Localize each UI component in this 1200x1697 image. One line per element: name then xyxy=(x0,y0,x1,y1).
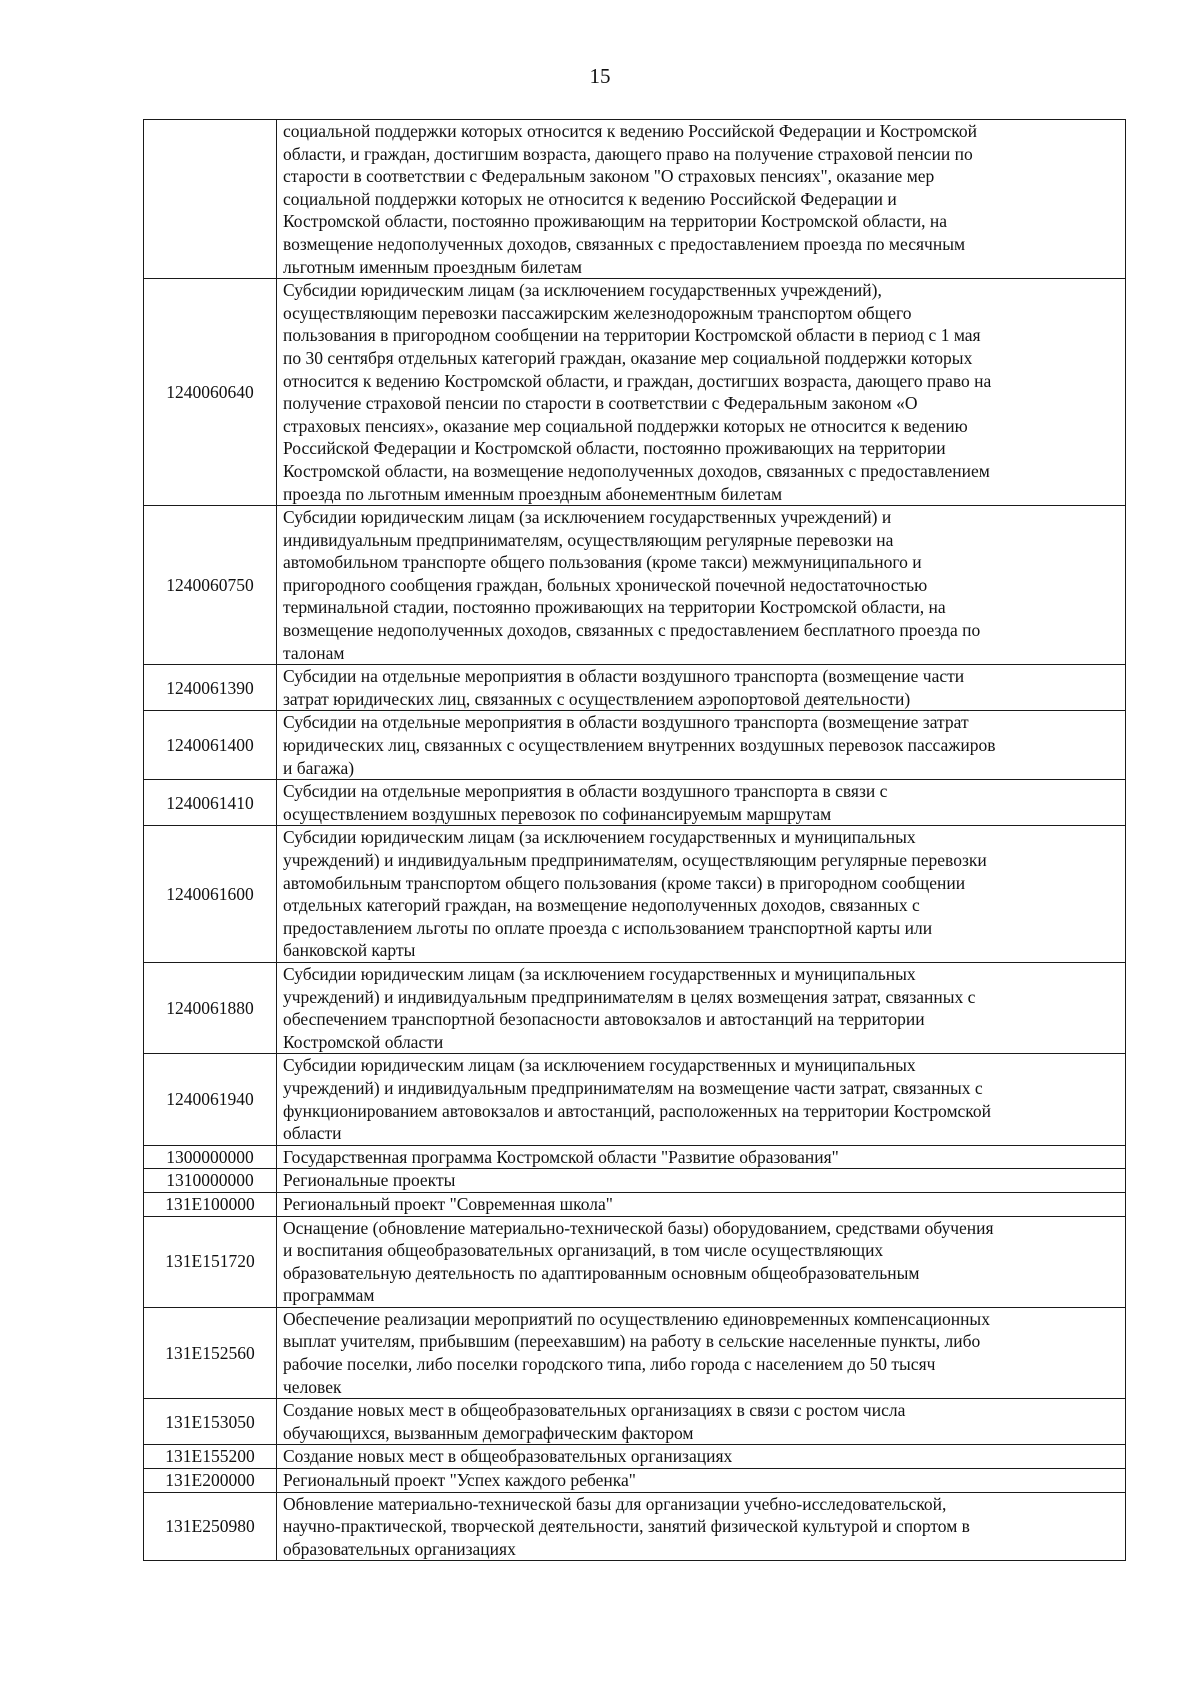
table-row xyxy=(144,1469,1126,1493)
description-line: научно-практической, творческой деятельности, занятий физической культурой и спортом в xyxy=(283,1516,970,1537)
row-code: 1240060750 xyxy=(144,506,277,665)
description-line: области xyxy=(283,1123,342,1144)
row-code: 131E152560 xyxy=(144,1307,277,1398)
table-row xyxy=(144,1307,1126,1398)
table-row xyxy=(144,826,1126,963)
row-description xyxy=(277,506,1126,665)
description-line: Субсидии юридическим лицам (за исключением государственных и муниципальных xyxy=(283,827,916,848)
description-line: программам xyxy=(283,1285,375,1306)
description-line: обеспечением транспортной безопасности автовокзалов и автостанций на территории xyxy=(283,1009,925,1030)
description-line: Государственная программа Костромской области "Развитие образования" xyxy=(283,1146,839,1167)
description-line: и воспитания общеобразовательных организаций, в том числе осуществляющих xyxy=(283,1240,884,1261)
description-line: Субсидии юридическим лицам (за исключением государственных и муниципальных xyxy=(283,963,916,984)
description-line: пригородного сообщения граждан, больных хронической почечной недостаточностью xyxy=(283,574,928,595)
row-description xyxy=(277,826,1126,963)
description-line: области, и граждан, достигшим возраста, дающего право на получение страховой пенсии по xyxy=(283,143,973,164)
description-line: Субсидии на отдельные мероприятия в области воздушного транспорта (возмещение затрат xyxy=(283,712,969,733)
row-code: 131E155200 xyxy=(144,1445,277,1469)
description-line: выплат учителям, прибывшим (переехавшим) на работу в сельские населенные пункты, либо xyxy=(283,1331,981,1352)
row-description xyxy=(277,962,1126,1053)
table-row xyxy=(144,711,1126,780)
table-row xyxy=(144,1145,1126,1169)
row-description xyxy=(277,1492,1126,1561)
row-description xyxy=(277,1169,1126,1193)
row-code: 1240061400 xyxy=(144,711,277,780)
row-code: 131E250980 xyxy=(144,1492,277,1561)
description-line: Региональный проект "Успех каждого ребенка" xyxy=(283,1470,636,1491)
table-row xyxy=(144,1192,1126,1216)
description-line: Субсидии на отдельные мероприятия в области воздушного транспорта (возмещение части xyxy=(283,666,965,687)
description-line: индивидуальным предпринимателям, осуществляющим регулярные перевозки на xyxy=(283,529,894,550)
description-line: осуществляющим перевозки пассажирским железнодорожным транспортом общего xyxy=(283,302,912,323)
description-line: автомобильным транспортом общего пользования (кроме такси) в пригородном сообщении xyxy=(283,872,966,893)
description-line: относится к ведению Костромской области, и граждан, достигших возраста, дающего право на xyxy=(283,370,992,391)
description-line: банковской карты xyxy=(283,940,416,961)
table-row xyxy=(144,506,1126,665)
description-line: учреждений) и индивидуальным предпринимателям, осуществляющим регулярные перевозки xyxy=(283,850,987,870)
description-line: и багажа) xyxy=(283,757,355,778)
row-code: 131E153050 xyxy=(144,1399,277,1445)
description-line: проезда по льготным именным проездным абонементным билетам xyxy=(283,483,783,504)
description-line: Субсидии юридическим лицам (за исключением государственных учреждений) и xyxy=(283,507,892,528)
table-row xyxy=(144,1054,1126,1145)
row-description xyxy=(277,1054,1126,1145)
row-code: 1240061880 xyxy=(144,962,277,1053)
description-line: Региональный проект "Современная школа" xyxy=(283,1193,613,1214)
page-number: 15 xyxy=(589,64,611,88)
description-line: юридических лиц, связанных с осуществлением внутренних воздушных перевозок пассажиров xyxy=(283,735,996,756)
row-code: 1310000000 xyxy=(144,1169,277,1193)
row-description xyxy=(277,1216,1126,1307)
row-code: 1300000000 xyxy=(144,1145,277,1169)
row-description xyxy=(277,665,1126,711)
description-line: возмещение недополученных доходов, связанных с предоставлением проезда по месячным xyxy=(283,233,966,254)
description-line: человек xyxy=(283,1376,342,1397)
description-line: терминальной стадии, постоянно проживающих на территории Костромской области, на xyxy=(283,597,946,618)
row-code: 1240061600 xyxy=(144,826,277,963)
table-row xyxy=(144,780,1126,826)
description-line: затрат юридических лиц, связанных с осуществлением аэропортовой деятельности) xyxy=(283,688,911,709)
description-line: Костромской области xyxy=(283,1031,444,1052)
description-line: обучающихся, вызванным демографическим фактором xyxy=(283,1422,694,1443)
description-line: Обновление материально-технической базы для организации учебно-исследовательской, xyxy=(283,1493,947,1514)
row-description xyxy=(277,279,1126,506)
description-line: получение страховой пенсии по старости в соответствии с Федеральным законом «О xyxy=(283,393,918,414)
table-row xyxy=(144,1399,1126,1445)
description-line: отдельных категорий граждан, на возмещение недополученных доходов, связанных с xyxy=(283,895,920,916)
row-description xyxy=(277,1469,1126,1493)
row-description xyxy=(277,780,1126,826)
description-line: функционированием автовокзалов и автостанций, расположенных на территории Костромской xyxy=(283,1100,992,1121)
description-line: предоставлением льготы по оплате проезда с использованием транспортной карты или xyxy=(283,917,933,938)
description-line: учреждений) и индивидуальным предпринимателям в целях возмещения затрат, связанных с xyxy=(283,986,976,1007)
description-line: Обеспечение реализации мероприятий по осуществлению единовременных компенсационных xyxy=(283,1308,990,1329)
table-row xyxy=(144,1216,1126,1307)
row-code: 131E200000 xyxy=(144,1469,277,1493)
description-line: автомобильном транспорте общего пользования (кроме такси) межмуниципального и xyxy=(283,552,922,573)
table-row xyxy=(144,279,1126,506)
description-line: Субсидии юридическим лицам (за исключением государственных учреждений), xyxy=(283,280,882,301)
row-description xyxy=(277,1145,1126,1169)
row-code: 1240061410 xyxy=(144,780,277,826)
budget-classification-table xyxy=(143,119,1126,1561)
table-row xyxy=(144,120,1126,279)
description-line: осуществлением воздушных перевозок по софинансируемым маршрутам xyxy=(283,803,832,824)
table-row xyxy=(144,665,1126,711)
description-line: пользования в пригородном сообщении на территории Костромской области в период с 1 мая xyxy=(283,325,981,346)
description-line: Костромской области, постоянно проживающим на территории Костромской области, на xyxy=(283,211,948,232)
table-row xyxy=(144,1445,1126,1469)
description-line: льготным именным проездным билетам xyxy=(283,256,582,277)
table-body xyxy=(144,120,1126,1561)
description-line: талонам xyxy=(283,642,345,663)
row-code: 131E100000 xyxy=(144,1192,277,1216)
description-line: Российской Федерации и Костромской области, постоянно проживающих на территории xyxy=(283,438,946,459)
row-code xyxy=(144,120,277,279)
description-line: учреждений) и индивидуальным предпринимателям на возмещение части затрат, связанных с xyxy=(283,1077,983,1098)
description-line: образовательную деятельность по адаптированным основным общеобразовательным xyxy=(283,1262,920,1283)
row-code: 1240061390 xyxy=(144,665,277,711)
description-line: образовательных организациях xyxy=(283,1538,516,1559)
description-line: рабочие поселки, либо поселки городского типа, либо города с населением до 50 тысяч xyxy=(283,1354,936,1375)
description-line: Создание новых мест в общеобразовательных организациях в связи с ростом числа xyxy=(283,1400,906,1421)
description-line: социальной поддержки которых относится к ведению Российской Федерации и Костромской xyxy=(283,121,978,141)
table-row xyxy=(144,1492,1126,1561)
row-code: 1240060640 xyxy=(144,279,277,506)
description-line: старости в соответствии с Федеральным законом "О страховых пенсиях", оказание мер xyxy=(283,166,935,187)
row-description xyxy=(277,1445,1126,1469)
row-description xyxy=(277,1307,1126,1398)
description-line: социальной поддержки которых не относится к ведению Российской Федерации и xyxy=(283,188,897,209)
table-row xyxy=(144,962,1126,1053)
row-description xyxy=(277,711,1126,780)
description-line: Оснащение (обновление материально-технической базы) оборудованием, средствами обучения xyxy=(283,1217,994,1238)
description-line: Региональные проекты xyxy=(283,1170,456,1191)
description-line: возмещение недополученных доходов, связанных с предоставлением бесплатного проезда по xyxy=(283,620,981,641)
description-line: страховых пенсиях», оказание мер социальной поддержки которых не относится к ведению xyxy=(283,415,968,436)
description-line: по 30 сентября отдельных категорий граждан, оказание мер социальной поддержки которых xyxy=(283,347,973,368)
row-description xyxy=(277,1192,1126,1216)
row-code: 131E151720 xyxy=(144,1216,277,1307)
description-line: Костромской области, на возмещение недополученных доходов, связанных с предоставлением xyxy=(283,460,990,481)
description-line: Создание новых мест в общеобразовательных организациях xyxy=(283,1446,733,1467)
description-line: Субсидии на отдельные мероприятия в области воздушного транспорта в связи с xyxy=(283,781,888,802)
row-description xyxy=(277,1399,1126,1445)
description-line: Субсидии юридическим лицам (за исключением государственных и муниципальных xyxy=(283,1055,916,1076)
table-row xyxy=(144,1169,1126,1193)
row-description xyxy=(277,120,1126,279)
row-code: 1240061940 xyxy=(144,1054,277,1145)
